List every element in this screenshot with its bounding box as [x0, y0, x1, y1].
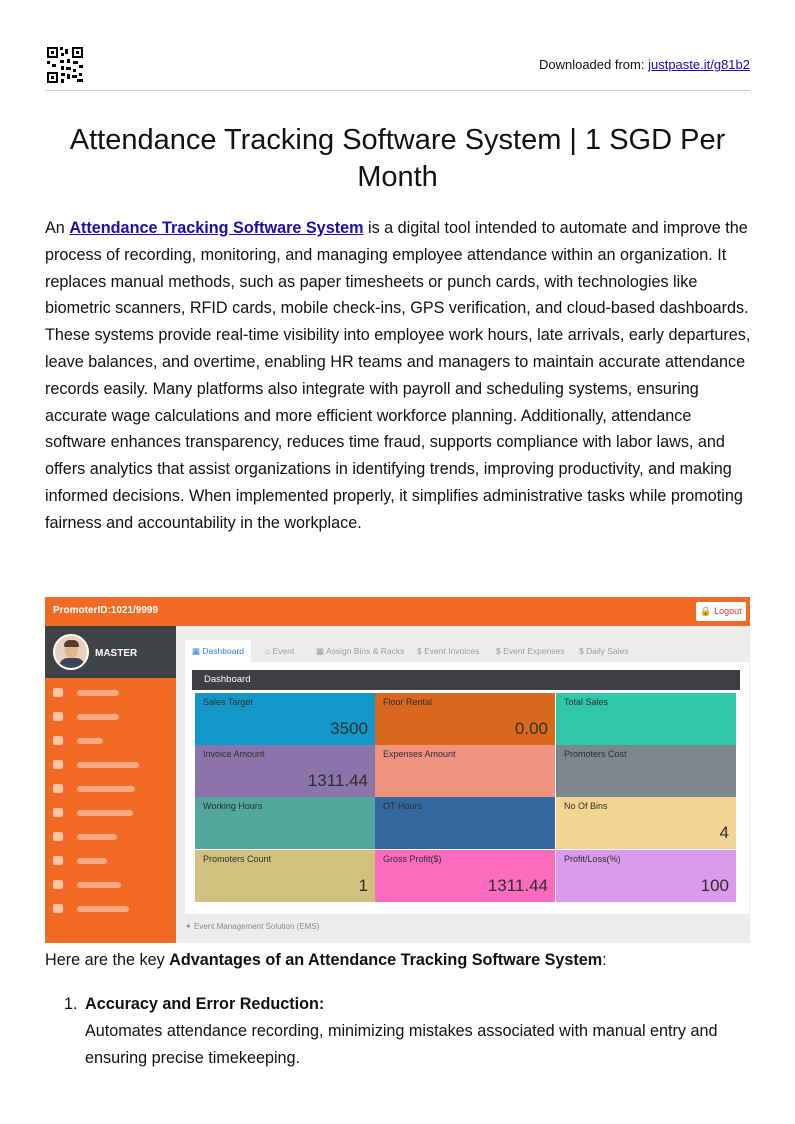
header-divider [45, 90, 750, 91]
logout-label: Logout [714, 606, 742, 616]
home-icon: ⌂ [265, 646, 271, 656]
tile-invoice-amount: Invoice Amount 1311.44 [195, 745, 375, 797]
logout-button[interactable] [696, 602, 746, 621]
monitor-icon: ▦ [192, 646, 201, 656]
grid-icon: ▦ [316, 646, 325, 656]
menu-icon [53, 784, 63, 793]
dashboard-screenshot [45, 597, 750, 943]
user-name: MASTER [95, 648, 138, 659]
tile-profit-loss: Profit/Loss(%) 100 [556, 850, 736, 902]
menu-icon [53, 736, 63, 745]
tile-sales-target: Sales Target 3500 [195, 693, 375, 745]
download-label: Downloaded from: [538, 57, 645, 72]
menu-icon [53, 808, 63, 817]
intro-paragraph [45, 215, 751, 537]
top-bar [45, 597, 750, 626]
source-link[interactable]: justpaste.it/g81b2 [648, 57, 750, 72]
tab-event-invoices[interactable]: $ Event Invoices [417, 646, 480, 656]
list-item-number: 1. [64, 995, 78, 1013]
menu-icon [53, 832, 63, 841]
list-item-description: Automates attendance recording, minimizing mistakes associated with manual entry and ensuring precise timekeeping. [85, 1022, 718, 1067]
menu-icon [53, 904, 63, 913]
avatar [53, 634, 89, 670]
promoter-id: PromoterID:1021/9999 [53, 605, 159, 616]
menu-icon [53, 856, 63, 865]
dollar-icon: $ [579, 646, 584, 656]
tab-event[interactable]: ⌂ Event [265, 646, 295, 656]
dashboard-panel [185, 662, 749, 914]
tile-promoters-count: Promoters Count 1 [195, 850, 375, 902]
tab-daily-sales[interactable]: $ Daily Sales [579, 646, 629, 656]
tile-no-of-bins: No Of Bins 4 [556, 797, 736, 849]
dollar-icon: $ [417, 646, 422, 656]
intro-prefix: An [45, 219, 65, 237]
dollar-icon: $ [496, 646, 501, 656]
advantages-suffix: : [602, 951, 607, 969]
tile-working-hours: Working Hours [195, 797, 375, 849]
app-footer: ✦ Event Management Solution (EMS) [185, 922, 320, 931]
download-source [539, 57, 750, 72]
list-item-title: Accuracy and Error Reduction: [85, 995, 325, 1013]
menu-icon [53, 880, 63, 889]
tab-dashboard[interactable]: ▦ Dashboard [185, 640, 251, 662]
menu-icon [53, 712, 63, 721]
lock-icon: 🔒 [700, 606, 712, 616]
tile-promoters-cost: Promoters Cost [556, 745, 736, 797]
tile-expenses-amount: Expenses Amount [375, 745, 555, 797]
qr-code-icon [47, 47, 83, 83]
advantages-heading: Advantages of an Attendance Tracking Software System [169, 951, 603, 969]
tile-total-sales: Total Sales [556, 693, 736, 745]
tile-gross-profit: Gross Profit($) 1311.44 [375, 850, 555, 902]
tile-ot-hours: OT Hours [375, 797, 555, 849]
intro-text: is a digital tool intended to automate and improve the process of recording, monitoring, and managing employee attendance within an organization. It replaces manual methods, such as paper timesheets or punch cards, with technologies like biometric scanners, RFID cards, mobile check-ins, GPS verification, and cloud-based dashboards. These systems provide real-time visibility into employee work hours, late arrivals, early departures, leave balances, and overtime, enabling HR teams and managers to maintain accurate attendance records easily. Many platforms also integrate with payroll and scheduling systems, ensuring accurate wage calculations and more efficient workforce planning. Additionally, attendance software enhances transparency, reduces time fraud, supports compliance with labor laws, and offers analytics that assist organizations in identifying trends, improving productivity, and making informed decisions. When implemented properly, it simplifies administrative tasks while promoting fairness and accountability in the workplace. [45, 219, 751, 532]
intro-link[interactable]: Attendance Tracking Software System [69, 219, 364, 237]
ems-icon: ✦ [185, 922, 192, 931]
tile-floor-rental: Floor Rental 0.00 [375, 693, 555, 745]
sidebar [45, 626, 176, 943]
page-title: Attendance Tracking Software System | 1 SGD Per Month [69, 124, 726, 193]
advantages-prefix: Here are the key [45, 951, 165, 969]
main-content [176, 626, 750, 943]
tab-event-expenses[interactable]: $ Event Expenses [496, 646, 565, 656]
dashboard-header: Dashboard [192, 670, 740, 690]
menu-icon [53, 688, 63, 697]
menu-icon [53, 760, 63, 769]
tab-assign-bins[interactable]: ▦ Assign Bins & Racks [316, 646, 405, 656]
advantages-intro [45, 949, 607, 971]
sidebar-profile [45, 626, 176, 678]
